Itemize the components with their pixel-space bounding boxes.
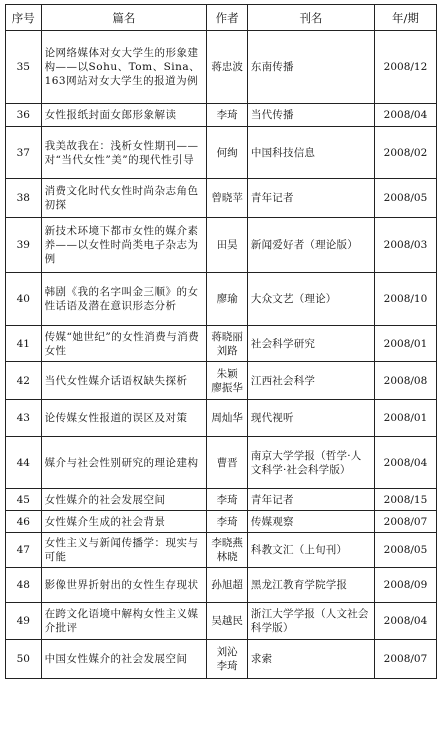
row-author: 李琦	[207, 104, 248, 127]
row-author: 李琦	[207, 489, 248, 511]
table-header-row	[6, 5, 437, 31]
table-row	[6, 179, 437, 218]
row-author: 李晓燕 林晓	[207, 533, 248, 568]
row-author: 曹晋	[207, 437, 248, 489]
row-journal: 当代传播	[247, 104, 374, 127]
row-title: 论传媒女性报道的误区及对策	[41, 400, 207, 437]
row-title: 新技术环境下都市女性的媒介素养——以女性时尚类电子杂志为例	[41, 218, 207, 273]
row-year-issue: 2008/01	[374, 400, 436, 437]
row-year-issue: 2008/07	[374, 511, 436, 533]
row-title: 在跨文化语境中解构女性主义媒介批评	[41, 603, 207, 640]
row-year-issue: 2008/07	[374, 640, 436, 679]
table-row	[6, 104, 437, 127]
row-journal: 江西社会科学	[247, 362, 374, 400]
row-author: 蒋忠波	[207, 31, 248, 104]
row-journal: 新闻爱好者（理论版）	[247, 218, 374, 273]
header-title: 篇名	[41, 5, 207, 31]
table-row	[6, 362, 437, 400]
table-row	[6, 489, 437, 511]
row-title: 论网络媒体对女大学生的形象建构——以Sohu、Tom、Sina、163网站对女大学生的报道为例	[41, 31, 207, 104]
row-author: 朱颖 廖振华	[207, 362, 248, 400]
row-no: 48	[6, 568, 42, 603]
header-journal: 刊名	[247, 5, 374, 31]
row-author: 廖瑜	[207, 273, 248, 326]
row-author: 周灿华	[207, 400, 248, 437]
row-year-issue: 2008/03	[374, 218, 436, 273]
row-journal: 浙江大学学报（人文社会科学版）	[247, 603, 374, 640]
row-journal: 东南传播	[247, 31, 374, 104]
row-title: 女性媒介生成的社会背景	[41, 511, 207, 533]
table-row	[6, 437, 437, 489]
row-journal: 青年记者	[247, 489, 374, 511]
header-author: 作者	[207, 5, 248, 31]
row-no: 37	[6, 127, 42, 179]
row-author: 孙旭超	[207, 568, 248, 603]
row-title: 女性媒介的社会发展空间	[41, 489, 207, 511]
table-row	[6, 568, 437, 603]
row-journal: 大众文艺（理论）	[247, 273, 374, 326]
row-year-issue: 2008/09	[374, 568, 436, 603]
row-title: 影像世界折射出的女性生存现状	[41, 568, 207, 603]
row-year-issue: 2008/15	[374, 489, 436, 511]
row-year-issue: 2008/05	[374, 533, 436, 568]
row-title: 中国女性媒介的社会发展空间	[41, 640, 207, 679]
row-no: 49	[6, 603, 42, 640]
row-year-issue: 2008/01	[374, 326, 436, 362]
row-journal: 社会科学研究	[247, 326, 374, 362]
row-year-issue: 2008/05	[374, 179, 436, 218]
table-row	[6, 400, 437, 437]
row-title: 消费文化时代女性时尚杂志角色初探	[41, 179, 207, 218]
row-year-issue: 2008/08	[374, 362, 436, 400]
table-row	[6, 603, 437, 640]
row-journal: 青年记者	[247, 179, 374, 218]
row-year-issue: 2008/12	[374, 31, 436, 104]
table-row	[6, 127, 437, 179]
table-row	[6, 273, 437, 326]
row-title: 我美故我在：浅析女性期刊——对“当代女性”美”的现代性引导	[41, 127, 207, 179]
row-no: 50	[6, 640, 42, 679]
row-no: 41	[6, 326, 42, 362]
row-author: 田昊	[207, 218, 248, 273]
row-journal: 科教文汇（上旬刊）	[247, 533, 374, 568]
row-author: 何绚	[207, 127, 248, 179]
row-journal: 传媒观察	[247, 511, 374, 533]
table-body	[6, 31, 437, 679]
table-row	[6, 326, 437, 362]
table-row	[6, 31, 437, 104]
row-journal: 现代视听	[247, 400, 374, 437]
row-journal: 南京大学学报（哲学·人文科学·社会科学版）	[247, 437, 374, 489]
row-no: 47	[6, 533, 42, 568]
row-no: 40	[6, 273, 42, 326]
row-year-issue: 2008/04	[374, 603, 436, 640]
row-author: 李琦	[207, 511, 248, 533]
header-year-issue: 年/期	[374, 5, 436, 31]
row-no: 44	[6, 437, 42, 489]
row-journal: 求索	[247, 640, 374, 679]
row-no: 42	[6, 362, 42, 400]
row-year-issue: 2008/04	[374, 437, 436, 489]
row-no: 38	[6, 179, 42, 218]
row-title: 当代女性媒介话语权缺失探析	[41, 362, 207, 400]
row-year-issue: 2008/02	[374, 127, 436, 179]
row-year-issue: 2008/04	[374, 104, 436, 127]
row-no: 35	[6, 31, 42, 104]
table-row	[6, 511, 437, 533]
row-journal: 黑龙江教育学院学报	[247, 568, 374, 603]
row-title: 女性报纸封面女郎形象解读	[41, 104, 207, 127]
row-title: 韩剧《我的名字叫金三顺》的女性话语及潜在意识形态分析	[41, 273, 207, 326]
row-no: 39	[6, 218, 42, 273]
bibliography-table	[5, 4, 437, 679]
row-no: 36	[6, 104, 42, 127]
table-row	[6, 640, 437, 679]
row-no: 45	[6, 489, 42, 511]
row-title: 媒介与社会性别研究的理论建构	[41, 437, 207, 489]
row-year-issue: 2008/10	[374, 273, 436, 326]
header-no: 序号	[6, 5, 42, 31]
row-author: 刘沁 李琦	[207, 640, 248, 679]
row-title: 女性主义与新闻传播学：现实与可能	[41, 533, 207, 568]
row-author: 曾晓苹	[207, 179, 248, 218]
row-author: 蒋晓丽 刘路	[207, 326, 248, 362]
row-no: 46	[6, 511, 42, 533]
row-title: 传媒“她世纪”的女性消费与消费女性	[41, 326, 207, 362]
row-author: 吴越民	[207, 603, 248, 640]
row-journal: 中国科技信息	[247, 127, 374, 179]
row-no: 43	[6, 400, 42, 437]
table-row	[6, 218, 437, 273]
table-row	[6, 533, 437, 568]
